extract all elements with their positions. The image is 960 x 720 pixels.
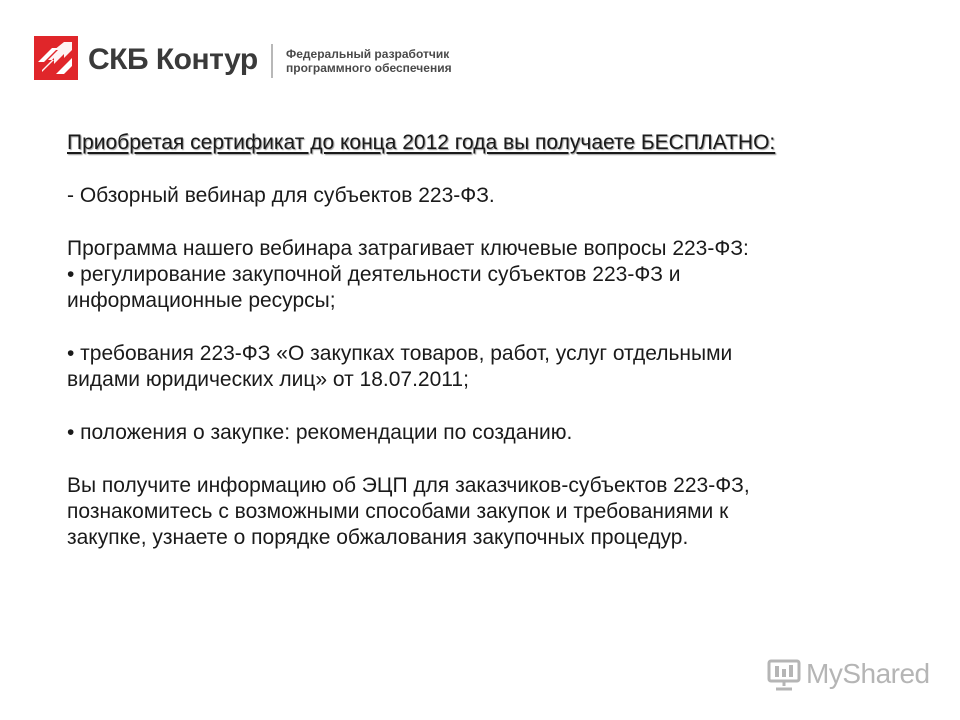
myshared-watermark: [766, 656, 936, 692]
bullet-1-line1: • регулирование закупочной деятельности субъектов 223-ФЗ и: [67, 263, 681, 286]
outro-line3: закупке, узнаете о порядке обжалования закупочных процедур.: [67, 526, 689, 549]
myshared-projector-icon: [766, 656, 802, 692]
brand-tagline: [286, 47, 452, 75]
brand-name: СКБ Контур: [88, 43, 258, 76]
brand-divider: [271, 44, 273, 78]
headline: Приобретая сертификат до конца 2012 года вы получаете БЕСПЛАТНО:: [67, 131, 776, 154]
header: [0, 0, 960, 100]
spacer: [67, 393, 897, 420]
brand-tagline-line2: программного обеспечения: [286, 61, 452, 75]
spacer: [67, 209, 897, 236]
slide-body: [67, 130, 897, 551]
skb-kontur-logo-icon: [34, 36, 78, 80]
bullet-2-line2: видами юридических лиц» от 18.07.2011;: [67, 368, 469, 391]
bullet-1-line2: информационные ресурсы;: [67, 289, 336, 312]
spacer: [67, 446, 897, 473]
watermark-text: MyShared: [806, 658, 930, 689]
program-intro: Программа нашего вебинара затрагивает ключевые вопросы 223-ФЗ:: [67, 237, 749, 260]
spacer: [67, 314, 897, 341]
outro-line2: познакомитесь с возможными способами закупок и требованиями к: [67, 500, 729, 523]
webinar-item: - Обзорный вебинар для субъектов 223-ФЗ.: [67, 184, 495, 207]
brand-tagline-line1: Федеральный разработчик: [286, 47, 450, 61]
bullet-2-line1: • требования 223-ФЗ «О закупках товаров, работ, услуг отдельными: [67, 342, 733, 365]
outro-line1: Вы получите информацию об ЭЦП для заказчиков-субъектов 223-ФЗ,: [67, 474, 750, 497]
spacer: [67, 156, 897, 183]
bullet-3: • положения о закупке: рекомендации по созданию.: [67, 421, 573, 444]
